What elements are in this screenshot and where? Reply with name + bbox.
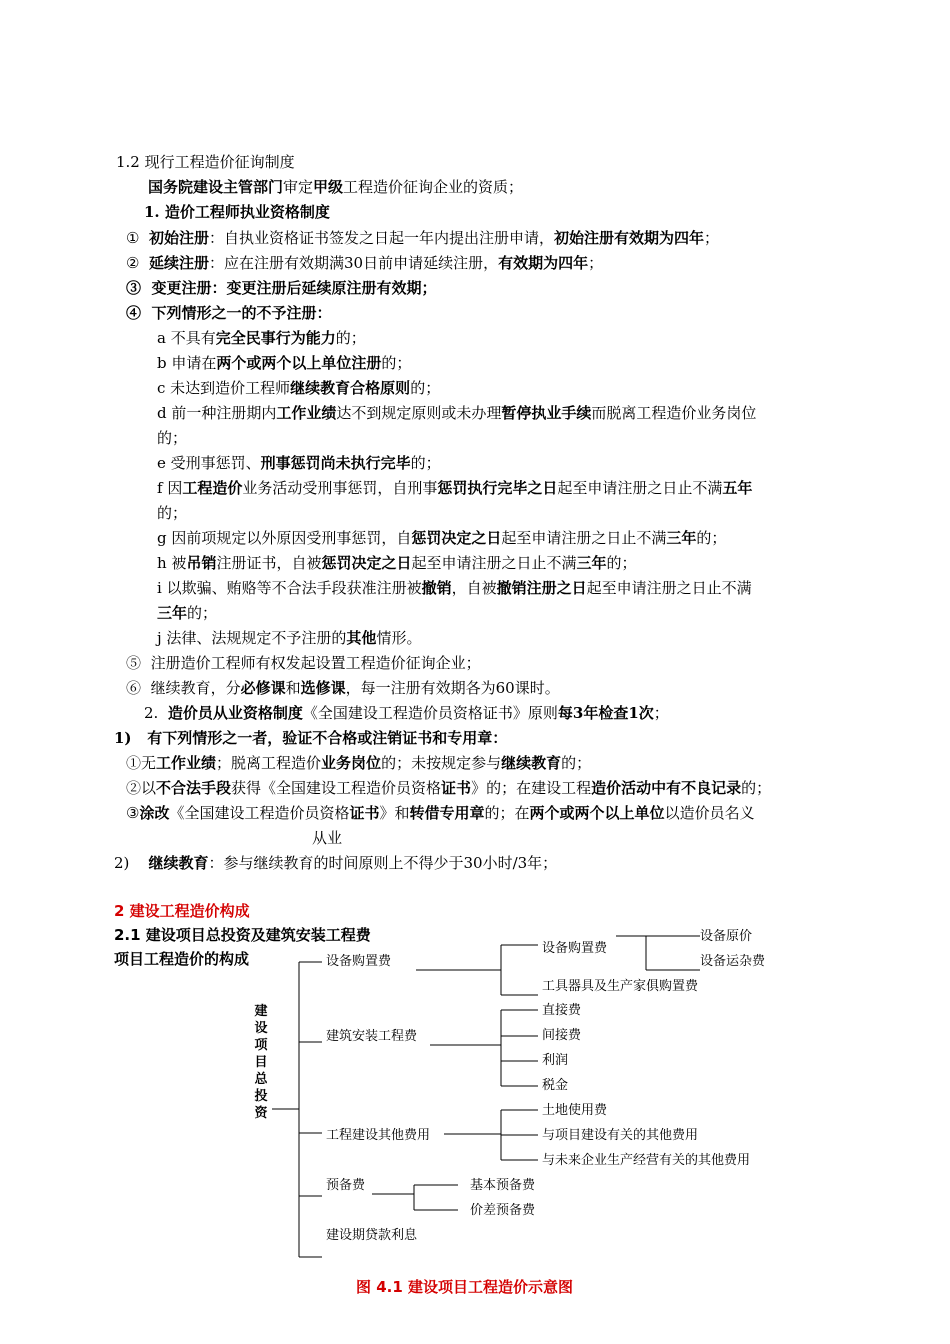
clause-4: ④ 下列情形之一的不予注册： bbox=[126, 304, 332, 322]
clause-5: ⑤ 注册造价工程师有权发起设置工程造价征询企业； bbox=[126, 654, 481, 672]
node-direct-cost: 直接费 bbox=[542, 1003, 582, 1018]
clause-2: ② 延续注册：应在注册有效期满30日前申请延续注册，有效期为四年； bbox=[126, 254, 604, 272]
case-c: c 未达到造价工程师继续教育合格原则的； bbox=[157, 379, 441, 397]
clause-3: ③ 变更注册：变更注册后延续原注册有效期； bbox=[126, 279, 437, 297]
clause-1: ① 初始注册：自执业资格证书签发之日起一年内提出注册申请，初始注册有效期为四年； bbox=[126, 229, 720, 247]
tree-root-label: 建 设 项 目 总 投 资 bbox=[254, 1004, 268, 1121]
point-2: 2) 继续教育：参与继续教育的时间原则上不得少于30小时/3年； bbox=[114, 854, 558, 872]
case-b: b 申请在两个或两个以上单位注册的； bbox=[157, 354, 412, 372]
node-price-reserve: 价差预备费 bbox=[470, 1203, 536, 1218]
case-g: g 因前项规定以外原因受刑事惩罚，自惩罚决定之日起至申请注册之日止不满三年的； bbox=[157, 529, 727, 547]
clause-6: ⑥ 继续教育，分必修课和选修课，每一注册有效期各为60课时。 bbox=[126, 679, 560, 697]
item2-line: 2. 造价员从业资格制度《全国建设工程造价员资格证书》原则每3年检查1次； bbox=[144, 704, 669, 722]
node-equipment-transport: 设备运杂费 bbox=[700, 954, 766, 969]
node-equipment-purchase: 设备购置费 bbox=[542, 941, 608, 956]
section-2-heading: 2 建设工程造价构成 bbox=[114, 902, 250, 920]
case-f-cont: 的； bbox=[157, 504, 188, 522]
case-h: h 被吊销注册证书，自被惩罚决定之日起至申请注册之日止不满三年的； bbox=[157, 554, 637, 572]
node-other-costs: 工程建设其他费用 bbox=[326, 1128, 431, 1143]
node-indirect-cost: 间接费 bbox=[542, 1028, 582, 1043]
case-i-cont: 三年的； bbox=[157, 604, 218, 622]
section-heading: 1.2 现行工程造价征询制度 bbox=[116, 153, 295, 171]
sub-2: ②以不合法手段获得《全国建设工程造价员资格证书》的；在建设工程造价活动中有不良记录的； bbox=[126, 779, 772, 797]
sub-3: ③涂改《全国建设工程造价员资格证书》和转借专用章的；在两个或两个以上单位以造价员名义 bbox=[126, 804, 755, 822]
case-f: f 因工程造价业务活动受刑事惩罚，自刑事惩罚执行完毕之日起至申请注册之日止不满五年 bbox=[157, 479, 753, 497]
case-d: d 前一种注册期内工作业绩达不到规定原则或未办理暂停执业手续而脱离工程造价业务岗位 bbox=[157, 404, 757, 422]
case-i: i 以欺骗、贿赂等不合法手段获准注册被撤销，自被撤销注册之日起至申请注册之日止不满 bbox=[157, 579, 752, 597]
node-equipment-original: 设备原价 bbox=[700, 929, 753, 944]
intro-line: 国务院建设主管部门审定甲级工程造价征询企业的资质； bbox=[148, 178, 524, 196]
case-d-cont: 的； bbox=[157, 429, 188, 447]
node-basic-reserve: 基本预备费 bbox=[470, 1178, 536, 1193]
node-land-use: 土地使用费 bbox=[542, 1103, 608, 1118]
node-project-other: 与项目建设有关的其他费用 bbox=[542, 1128, 699, 1143]
node-reserve: 预备费 bbox=[326, 1178, 366, 1193]
point-1: 1) 有下列情形之一者，验证不合格或注销证书和专用章： bbox=[114, 729, 508, 747]
node-tax: 税金 bbox=[542, 1078, 569, 1093]
sub-3-cont: 从业 bbox=[312, 829, 343, 847]
node-future-other: 与未来企业生产经营有关的其他费用 bbox=[542, 1153, 751, 1168]
case-e: e 受刑事惩罚、刑事惩罚尚未执行完毕的； bbox=[157, 454, 441, 472]
case-j: j 法律、法规规定不予注册的其他情形。 bbox=[157, 629, 422, 647]
node-loan-interest: 建设期贷款利息 bbox=[326, 1228, 418, 1243]
node-equipment: 设备购置费 bbox=[326, 954, 392, 969]
node-building: 建筑安装工程费 bbox=[326, 1029, 418, 1044]
section-2-1-heading: 2.1 建设项目总投资及建筑安装工程费 bbox=[114, 926, 371, 944]
tree-title: 项目工程造价的构成 bbox=[114, 950, 250, 968]
item1-title: 1. 造价工程师执业资格制度 bbox=[144, 203, 330, 221]
node-profit: 利润 bbox=[542, 1053, 569, 1068]
node-tools: 工具器具及生产家俱购置费 bbox=[542, 979, 699, 994]
sub-1: ①无工作业绩；脱离工程造价业务岗位的；未按规定参与继续教育的； bbox=[126, 754, 592, 772]
case-a: a 不具有完全民事行为能力的； bbox=[157, 329, 366, 347]
figure-caption: 图 4.1 建设项目工程造价示意图 bbox=[356, 1278, 574, 1296]
